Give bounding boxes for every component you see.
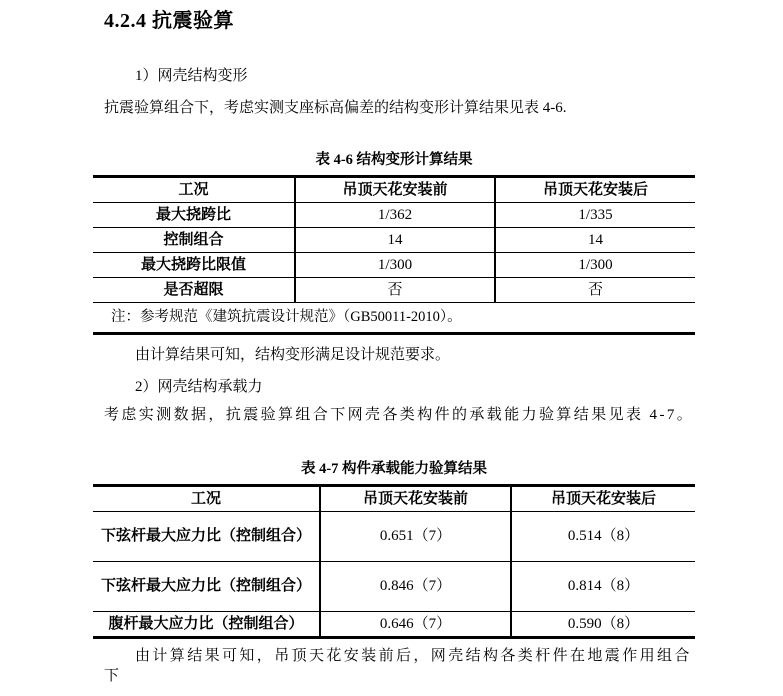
- table-cell: 是否超限: [93, 278, 295, 303]
- table-header-cell: 吊顶天花安装后: [495, 177, 695, 203]
- table-row: [93, 253, 695, 278]
- table-header-row: [93, 177, 695, 203]
- table-cell: 1/300: [295, 253, 495, 278]
- table-cell: 腹杆最大应力比（控制组合）: [93, 612, 320, 638]
- table-cell: 14: [295, 228, 495, 253]
- paragraph-intro1: 抗震验算组合下，考虑实测支座标高偏差的结构变形计算结果见表 4-6.: [104, 100, 567, 116]
- table-cell: 1/362: [295, 203, 495, 228]
- table-cell: 0.590（8）: [511, 612, 695, 638]
- table-cell: 最大挠跨比: [93, 203, 295, 228]
- table-cell: 1/300: [495, 253, 695, 278]
- table-note-row: [93, 303, 695, 334]
- table-cell: 下弦杆最大应力比（控制组合）: [93, 562, 320, 612]
- table-row: [93, 203, 695, 228]
- paragraph-item1: 1）网壳结构变形: [135, 68, 248, 84]
- table-row: [93, 228, 695, 253]
- table-note: 注：参考规范《建筑抗震设计规范》（GB50011-2010）。: [93, 303, 695, 334]
- table-4-6-caption: 表 4-6 结构变形计算结果: [315, 152, 473, 168]
- paragraph-intro2: 考虑实测数据，抗震验算组合下网壳各类构件的承载能力验算结果见表 4-7。: [104, 407, 695, 423]
- table-4-7-caption: 表 4-7 构件承载能力验算结果: [300, 461, 488, 477]
- table-cell: 0.814（8）: [511, 562, 695, 612]
- table-cell: 下弦杆最大应力比（控制组合）: [93, 512, 320, 562]
- table-cell: 否: [295, 278, 495, 303]
- section-heading: 4.2.4 抗震验算: [104, 10, 234, 32]
- table-header-cell: 工况: [93, 177, 295, 203]
- paragraph-item2: 2）网壳结构承载力: [135, 379, 263, 395]
- table-cell: 1/335: [495, 203, 695, 228]
- table-header-cell: 工况: [93, 486, 320, 512]
- table-cell: 14: [495, 228, 695, 253]
- table-row: [93, 612, 695, 638]
- document-page: [0, 8, 783, 696]
- table-row: [93, 278, 695, 303]
- table-cell: 0.846（7）: [320, 562, 511, 612]
- table-cell: 控制组合: [93, 228, 295, 253]
- table-header-row: [93, 486, 695, 512]
- table-cell: 0.651（7）: [320, 512, 511, 562]
- table-header-cell: 吊顶天花安装前: [320, 486, 511, 512]
- table-header-cell: 吊顶天花安装前: [295, 177, 495, 203]
- table-row: [93, 512, 695, 562]
- table-4-6: [93, 175, 695, 335]
- table-4-7: [93, 484, 695, 639]
- table-header-cell: 吊顶天花安装后: [511, 486, 695, 512]
- paragraph-conclusion1: 由计算结果可知，结构变形满足设计规范要求。: [135, 347, 451, 363]
- table-row: [93, 562, 695, 612]
- table-cell: 0.646（7）: [320, 612, 511, 638]
- table-cell: 最大挠跨比限值: [93, 253, 295, 278]
- table-cell: 0.514（8）: [511, 512, 695, 562]
- table-cell: 否: [495, 278, 695, 303]
- paragraph-conclusion2: 由计算结果可知，吊顶天花安装前后，网壳结构各类杆件在地震作用组合下: [104, 648, 692, 684]
